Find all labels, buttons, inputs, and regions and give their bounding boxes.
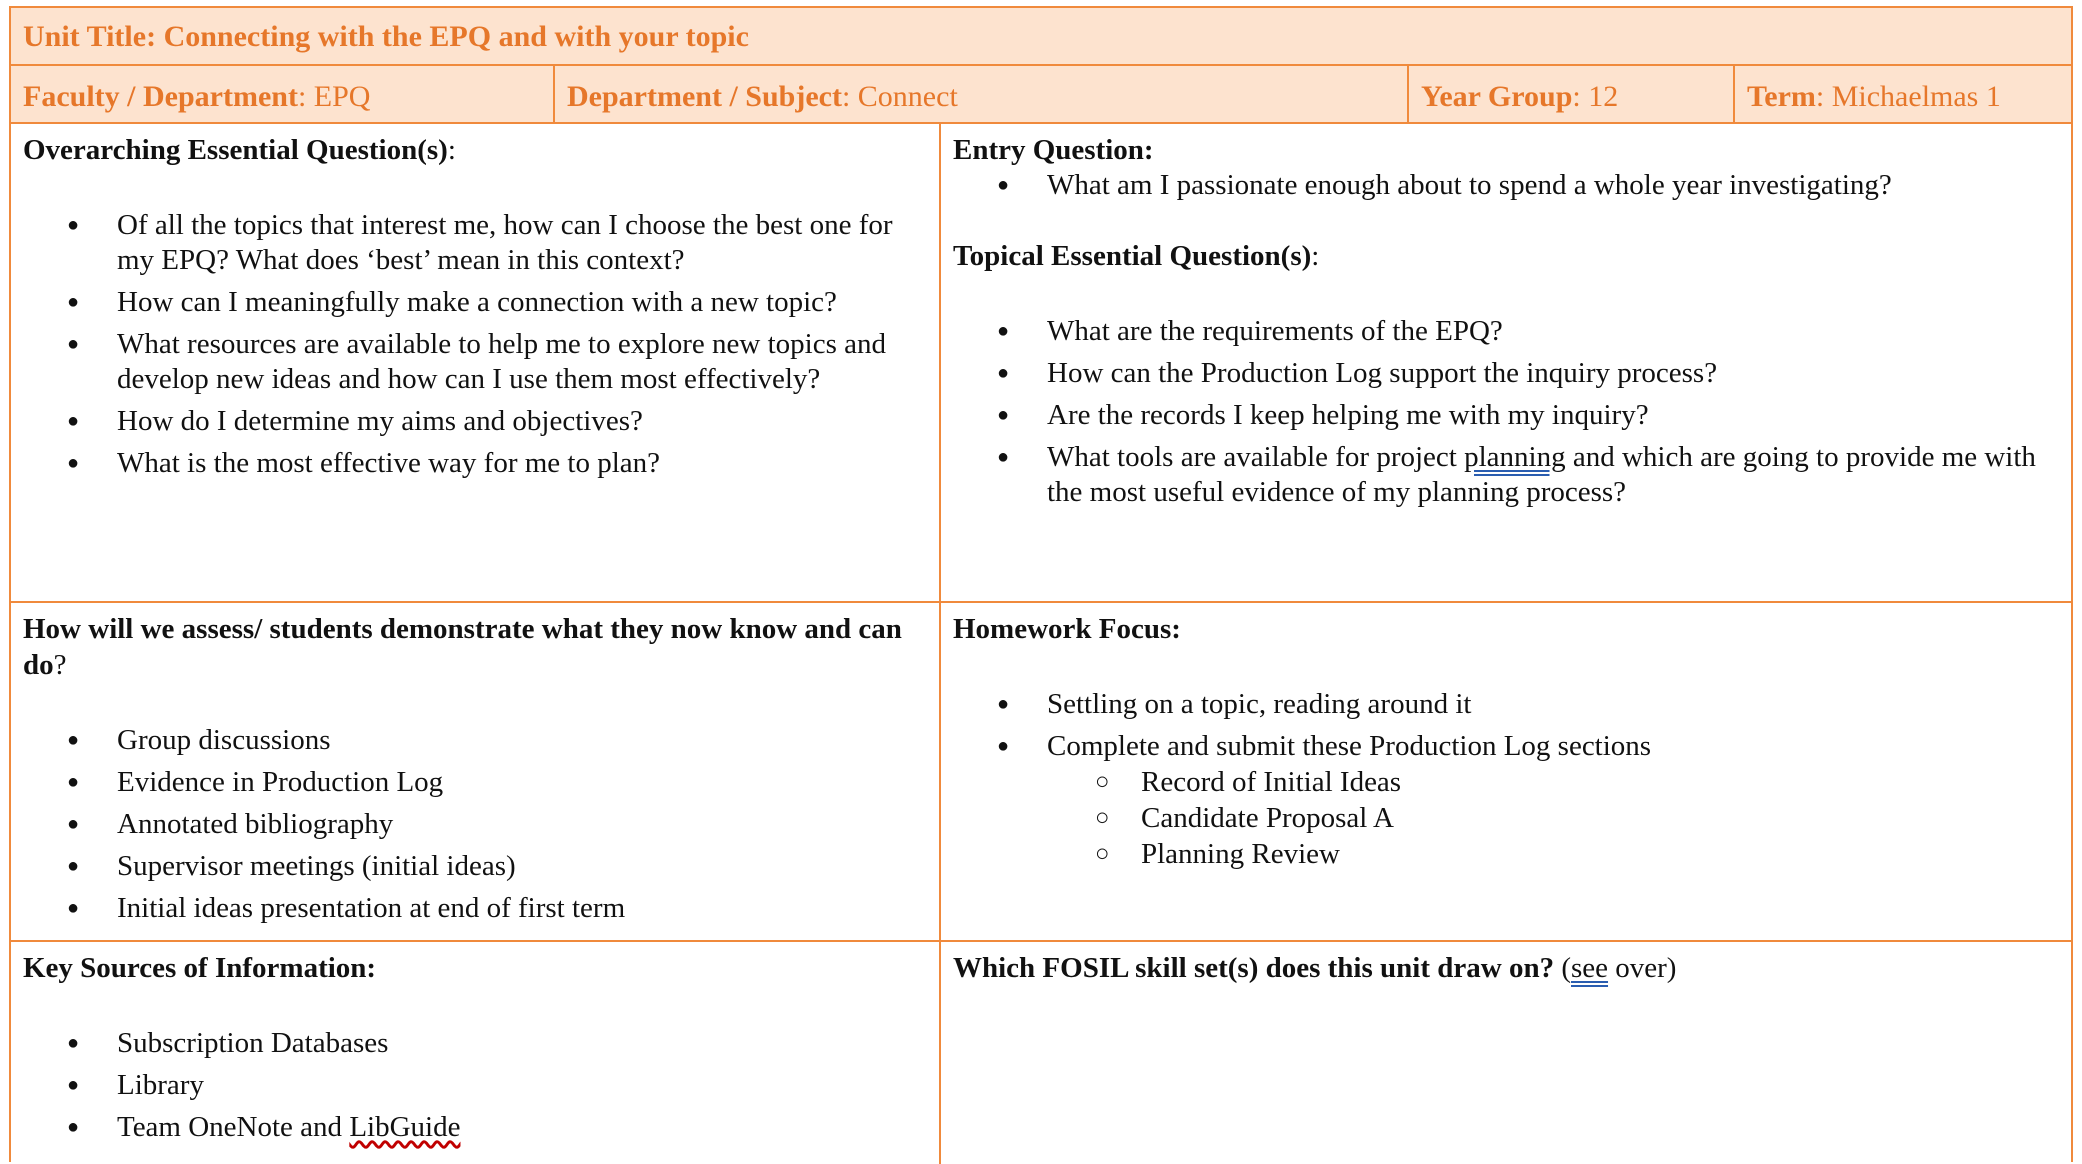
list-item: ● Initial ideas presentation at end of first term xyxy=(23,891,927,926)
year-cell: Year Group: 12 xyxy=(1409,66,1735,122)
list-item: ● Evidence in Production Log xyxy=(23,765,927,800)
overarching-questions-cell: Overarching Essential Question(s): ● Of all the topics that interest me, how can I choose the best one for my EPQ? What does ‘best’ mean in this context? ● How can I meaningfully make a connection with a new topic? ● What resources are available to help me to explore new topics and develop new ideas and how can I use them most effectively? ● How do I determine my aims and objectives? ● What is the most effective way for me to plan? xyxy=(11,124,939,601)
list-item: ● What am I passionate enough about to spend a whole year investigating? xyxy=(953,168,2061,203)
overarching-list xyxy=(23,208,927,481)
sources-title: Key Sources of Information: xyxy=(23,952,377,984)
list-item: ● Subscription Databases xyxy=(23,1026,927,1061)
entry-topical-cell: Entry Question: ● What am I passionate enough about to spend a whole year investigating? Topical Essential Question(s): ● What are the requirements of the EPQ? ● How can the Production Log support the inquiry process? ● Are the records I keep helping me with my inquiry? ● What tools are available for project planning and which are going to provide me with the most useful evidence of my planning process? xyxy=(941,124,2073,601)
overarching-title: Overarching Essential Question(s) xyxy=(23,134,448,166)
faculty-cell: Faculty / Department: EPQ xyxy=(11,66,555,122)
homework-cell xyxy=(941,603,2073,940)
libguide-text: LibGuide xyxy=(349,1111,461,1143)
homework-title: Homework Focus: xyxy=(953,613,1181,645)
planning-link: planning xyxy=(1464,441,1566,473)
meta-row xyxy=(11,66,2071,124)
list-item: ● What is the most effective way for me to plan? xyxy=(23,446,927,481)
content-grid xyxy=(11,124,2071,1164)
key-sources-cell xyxy=(11,942,939,1164)
year-label: Year Group xyxy=(1421,80,1573,113)
list-item: ● Are the records I keep helping me with my inquiry? xyxy=(953,398,2061,433)
sources-list xyxy=(23,1026,927,1145)
fosil-cell: Which FOSIL skill set(s) does this unit draw on? (see over) xyxy=(953,952,1677,984)
list-item: ● What are the requirements of the EPQ? xyxy=(953,314,2061,349)
list-item: ● Team OneNote and LibGuide xyxy=(23,1110,927,1145)
unit-title-value: Connecting with the EPQ and with your topic xyxy=(163,20,749,53)
list-item: ● Of all the topics that interest me, how can I choose the best one for my EPQ? What does ‘best’ mean in this context? xyxy=(23,208,927,278)
year-value: 12 xyxy=(1588,80,1619,113)
list-item: ● Group discussions xyxy=(23,723,927,758)
list-item: ● Supervisor meetings (initial ideas) xyxy=(23,849,927,884)
list-item: ● Library xyxy=(23,1068,927,1103)
unit-title-label: Unit Title xyxy=(23,20,147,53)
assess-title: How will we assess/ students demonstrate what they now know and can do xyxy=(23,613,902,681)
term-label: Term xyxy=(1747,80,1816,113)
list-subitem: ○ Candidate Proposal A xyxy=(953,801,2061,836)
unit-title-row: Unit Title: Connecting with the EPQ and with your topic xyxy=(11,8,2071,66)
list-item: ● Complete and submit these Production Log sections xyxy=(953,729,2061,764)
homework-list xyxy=(953,687,2061,872)
assessment-cell: How will we assess/ students demonstrate what they now know and can do? ● Group discussions ● Evidence in Production Log ● Annotated bibliography ● Supervisor meetings (initial ideas) ● Initial ideas presentation at end of first term xyxy=(11,603,939,940)
list-item: ● How can I meaningfully make a connection with a new topic? xyxy=(23,285,927,320)
term-value: Michaelmas 1 xyxy=(1831,80,2001,113)
topical-title: Topical Essential Question(s) xyxy=(953,240,1312,272)
entry-list xyxy=(953,168,2061,203)
fosil-title: Which FOSIL skill set(s) does this unit draw on? xyxy=(953,952,1555,984)
list-item: ● Annotated bibliography xyxy=(23,807,927,842)
topical-list xyxy=(953,314,2061,510)
list-item: ● What resources are available to help me to explore new topics and develop new ideas and how can I use them most effectively? xyxy=(23,327,927,397)
list-item: ● How can the Production Log support the inquiry process? xyxy=(953,356,2061,391)
faculty-value: EPQ xyxy=(313,80,371,113)
list-item: ● What tools are available for project planning and which are going to provide me with the most useful evidence of my planning process? xyxy=(953,440,2061,510)
list-subitem: ○ Record of Initial Ideas xyxy=(953,765,2061,800)
faculty-label: Faculty / Department xyxy=(23,80,298,113)
see-link: see xyxy=(1571,952,1609,984)
list-item: ● Settling on a topic, reading around it xyxy=(953,687,2061,722)
department-label: Department / Subject xyxy=(567,80,842,113)
department-cell: Department / Subject: Connect xyxy=(555,66,1409,122)
unit-plan-table xyxy=(9,6,2073,1162)
term-cell: Term: Michaelmas 1 xyxy=(1747,80,2001,113)
list-item: ● How do I determine my aims and objectives? xyxy=(23,404,927,439)
entry-title: Entry Question: xyxy=(953,134,1154,166)
department-value: Connect xyxy=(857,80,958,113)
assess-list xyxy=(23,723,927,926)
list-subitem: ○ Planning Review xyxy=(953,837,2061,872)
